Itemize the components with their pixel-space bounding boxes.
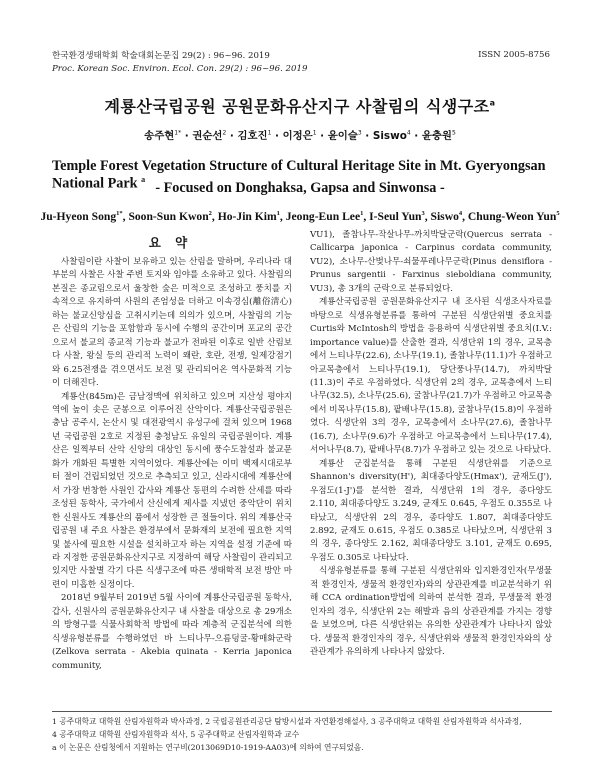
author-separator: , xyxy=(122,210,129,223)
author-affiliation-mark: 4 xyxy=(406,129,411,137)
author-name: I-Seul Yun xyxy=(369,210,422,223)
abstract-paragraph: 사찰림이란 사찰이 보유하고 있는 산림을 말하며, 우리나라 대부분의 사찰은 사찰 주변 토지와 임야를 소유하고 있다. 사찰림의 본질은 종교림으로서 울창한 숲은 미적으로 조성하고 풍치를 지속적으로 유지하여 사원의 존엄성을 더하고 이속경심(離俗淸心)하는 불교신앙심을 고취시키는데 의의가 있으며, 사찰림의 기능은 산림의 기능을 포함함과 동시에 수행의 공간이며 포교의 공간으로서 불교의 종교적 기능과 불교가 전파된 이후로 일반 산림보다 사찰, 왕실 등의 관리적 노력이 왜란, 호란, 전쟁, 일제강점기와 6.25전쟁을 겪으면서도 보전 및 관리되어온 역사문화적 기능이 더해진다. xyxy=(52,257,292,389)
abstract-paragraph: 2018년 9월부터 2019년 5월 사이에 계룡산국립공원 동학사, 갑사, 신원사의 공원문화유산지구 내 사찰을 대상으로 총 29개소의 방형구를 식물사회학적 방법에 따라 계층적 군집분석에 의한 식생유형분류를 수행하였던 바 느티나무-으름덩굴-황매화군락(Zelkova serrata - Akebia quinata - Kerria japonica community, xyxy=(52,593,292,671)
author-affiliation-mark: 3 xyxy=(421,210,425,218)
author-name: Soon-Sun Kwon xyxy=(128,210,209,223)
author-affiliation-mark: 3 xyxy=(357,129,362,137)
title-english-text: Temple Forest Vegetation Structure of Cultural Heritage Site in Mt. Gyeryongsan National Park xyxy=(52,158,546,192)
author-affiliation-mark: 1* xyxy=(116,210,123,218)
journal-name-en: Proc. Korean Soc. Environ. Ecol. Con. 29(2) : 96~96. 2019 xyxy=(52,64,308,74)
author-affiliation-mark: 5 xyxy=(451,129,456,137)
author-name: 윤충원 xyxy=(421,130,452,142)
footnote-divider xyxy=(52,711,552,712)
author-separator: · xyxy=(181,130,193,142)
abstract-paragraph: 계룡산(845m)은 금남정맥에 위치하고 있으며 지산성 평야지역에 높이 솟은 군봉으로 이루어진 산악이다. 계룡산국립공원은 충남 공주시, 논산시 및 대전광역시 유성구에 걸쳐 있으며 1968년 국립공원 2호로 지정된 충청남도 유일의 국립공원이다. 계룡산은 일찍부터 산악 신앙의 대상인 동시에 풍수도참설과 불교문화가 개화된 특별한 지역이었다. 계룡산에는 이미 백제시대로부터 절이 건립되었던 것으로 추측되고 있고, 신라시대에 계룡산에서 가장 번창한 사원인 갑사와 계룡산 동편의 수려한 산세를 따라 조성된 동학사, 국가에서 산신에게 제사를 지냈던 중악단이 위치한 신원사도 계룡산의 품에서 성장한 큰 절들이다. 위의 계룡산국립공원 내 주요 사찰은 환경부에서 문화재의 보전에 필요한 지역 및 불사에 필요한 시설을 설치하고자 하는 지역을 설정 기준에 따라 지정한 공원문화유산지구로 지정하여 해당 사찰림이 관리되고 있지만 사찰별 각기 다른 식생구조에 따른 생태학적 보전 방안 마련이 미흡한 실정이다. xyxy=(52,391,292,590)
author-name: Siswo xyxy=(372,130,407,142)
abstract-paragraph: 계룡산 군집분석을 통해 구분된 식생단위를 기준으로 Shannon's diversity(H'), 최대종다양도(Hmax'), 균재도(J'), 우점도(1-J')를 분석한 결과, 식생단위 1의 경우, 종다양도 2.110, 최대종다양도 3.249, 균재도 0.645, 우점도 0.355로 나타났고, 식생단위 2의 경우, 종다양도 1.807, 최대종다양도 2.892, 균재도 0.615, 우점도 0.385로 나타났으며, 식생단위 3의 경우, 종다양도 2.162, 최대종다양도 3.101, 균재도 0.695, 우점도 0.305로 나타났다. xyxy=(310,458,552,563)
author-name: 김호진 xyxy=(237,130,268,142)
title-korean-footnote-mark: a xyxy=(489,98,496,108)
title-korean xyxy=(0,94,600,117)
author-separator: , xyxy=(279,210,286,223)
author-name: Ho-Jin Kim xyxy=(217,210,277,223)
author-affiliation-mark: 2 xyxy=(208,210,212,218)
title-english-footnote-mark: a xyxy=(141,175,146,184)
author-separator: , xyxy=(211,210,218,223)
title-korean-text: 계룡산국립공원 공원문화유산지구 사찰림의 식생구조 xyxy=(104,97,490,116)
author-separator: · xyxy=(316,130,328,142)
author-affiliation-mark: 1 xyxy=(360,210,364,218)
author-separator: , xyxy=(424,210,431,223)
issn: ISSN 2005-8756 xyxy=(478,50,550,60)
author-affiliation-mark: 1 xyxy=(312,129,317,137)
author-name: Siswo xyxy=(430,210,459,223)
abstract-paragraph: 계룡산국립공원 공원문화유산지구 내 조사된 식생조사자료를 바탕으로 식생유형분류를 통하여 구분된 식생단위별 중요치를 Curtis와 McIntosh의 방법을 응용하여 식생단위별 중요치(I.V.: importance value)를 산출한 결과, 식생단위 1의 경우, 교목층에서 느티나무(22.6), 소나무(19.1), 졸참나무(11.1)가 우점하고 아교목층에서 느티나무(19.1), 당단풍나무(14.7), 까치박달(11.3)이 주로 우점하였다. 식생단위 2의 경우, 교목층에서 느티나무(32.5), 소나무(25.6), 굴참나무(21.7)가 우점하고 아교목층에서 비목나무(15.8), 팥배나무(15.8), 굴참나무(15.8)이 우점하였다. 식생단위 3의 경우, 교목층에서 소나무(27.6), 졸참나무(16.7), 소나무(9.6)가 우점하고 아교목층에서 느티나무(17.4), 서어나무(8.7), 팥배나무(8.7)가 우점하고 있는 것으로 나타났다. xyxy=(310,297,553,456)
abstract-left-column xyxy=(52,256,292,673)
abstract-paragraph: 식생유형분류를 통해 구분된 식생단위와 입지환경인자(무생물적 환경인자, 생물적 환경인자)와의 상관관계를 비교분석하기 위해 CCA ordination방법에 의하여 분석한 결과, 무생물적 환경인자의 경우, 식생단위 2는 해발과 음의 상관관계를 가지는 경향을 보였으며, 다른 식생단위는 유의한 상관관계가 나타나지 않았다. 생물적 환경인자의 경우, 식생단위와 생물적 환경인자와의 상관관계가 유의하게 나타나지 않았다. xyxy=(310,566,552,658)
author-affiliation-mark: 1 xyxy=(267,129,272,137)
author-name: 윤이슬 xyxy=(327,130,358,142)
author-name: 이정은 xyxy=(282,130,313,142)
author-separator: · xyxy=(410,130,422,142)
authors-english xyxy=(0,210,600,223)
author-separator: , xyxy=(363,210,370,223)
abstract-heading: 요 약 xyxy=(148,235,193,250)
author-affiliation-mark: 1 xyxy=(276,210,280,218)
author-separator: · xyxy=(271,130,283,142)
author-affiliation-mark: 5 xyxy=(556,210,560,218)
author-affiliation-mark: 4 xyxy=(458,210,463,218)
author-affiliation-mark: 2 xyxy=(222,129,227,137)
author-affiliation-mark: 1* xyxy=(174,129,182,137)
author-name: 송주현 xyxy=(144,130,175,142)
journal-name-ko: 한국환경생태학회 학술대회논문집 29(2) : 96~96. 2019 xyxy=(52,51,270,61)
author-name: 권순선 xyxy=(192,130,223,142)
footnote-funding: a 이 논문은 산림청에서 지원하는 연구비(2013069D10-1919-AA03)에 의하여 연구되었음. xyxy=(52,743,364,752)
footnote-affiliations-1: 1 공주대학교 대학원 산림자원학과 박사과정, 2 국립공원관리공단 탐방시설과 자연환경해설사, 3 공주대학교 대학원 산림자원학과 석사과정, xyxy=(52,717,522,726)
author-separator: · xyxy=(226,130,238,142)
abstract-paragraph: VU1), 졸참나무-작살나무-까치박달군락(Quercus serrata - Callicarpa japonica - Carpinus cordata community, VU2), 소나무-산벚나무-쇠물푸레나무군락(Pinus densiflora - Prunus sargentii - Farxinus sieboldiana community, VU3), 총 3개의 군락으로 분류되었다. xyxy=(310,230,552,294)
author-name: Ju-Hyeon Song xyxy=(40,210,117,223)
footnotes xyxy=(52,715,552,754)
footnote-affiliations-2: 4 공주대학교 대학원 산림자원학과 석사, 5 공주대학교 산림자원학과 교수 xyxy=(52,730,300,739)
author-name: Chung-Weon Yun xyxy=(467,210,557,223)
abstract-right-column xyxy=(310,229,552,660)
author-separator: , xyxy=(462,210,468,223)
authors-korean xyxy=(0,127,600,142)
author-separator: · xyxy=(361,130,373,142)
subtitle-english: - Focused on Donghaksa, Gapsa and Sinwonsa - xyxy=(155,180,445,196)
journal-header xyxy=(52,50,307,76)
author-name: Jeong-Eun Lee xyxy=(285,210,361,223)
